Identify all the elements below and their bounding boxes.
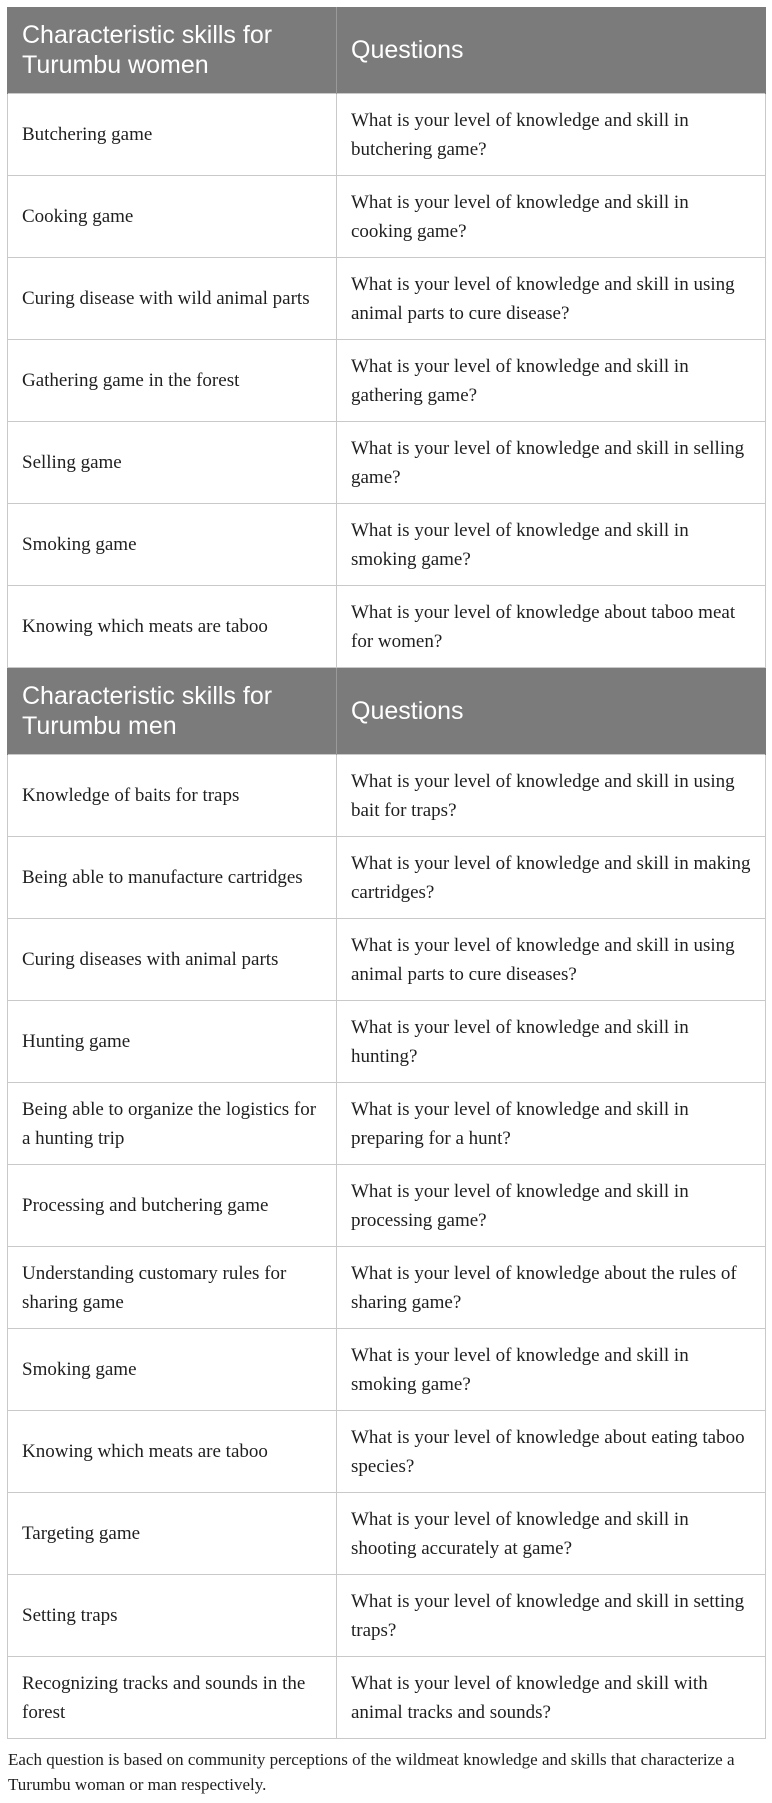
skill-cell: Smoking game [8, 1329, 337, 1411]
question-cell: What is your level of knowledge and skill in selling game? [337, 422, 766, 504]
question-cell: What is your level of knowledge and skill in making cartridges? [337, 837, 766, 919]
table-row [8, 1575, 766, 1657]
question-cell: What is your level of knowledge and skill in gathering game? [337, 340, 766, 422]
skill-cell: Recognizing tracks and sounds in the forest [8, 1657, 337, 1739]
table-row [8, 586, 766, 668]
table-row [8, 837, 766, 919]
table-row [8, 919, 766, 1001]
women-header-row [8, 7, 766, 94]
women-skill-column-header: Characteristic skills for Turumbu women [8, 7, 337, 94]
table-row [8, 1411, 766, 1493]
skill-cell: Cooking game [8, 176, 337, 258]
skill-cell: Butchering game [8, 94, 337, 176]
question-cell: What is your level of knowledge about the rules of sharing game? [337, 1247, 766, 1329]
table-footnote: Each question is based on community perceptions of the wildmeat knowledge and skills that characterize a Turumbu woman or man respectively. [8, 1750, 735, 1794]
skill-cell: Being able to organize the logistics for a hunting trip [8, 1083, 337, 1165]
skill-cell: Smoking game [8, 504, 337, 586]
skill-cell: Hunting game [8, 1001, 337, 1083]
table-row [8, 1165, 766, 1247]
skill-cell: Processing and butchering game [8, 1165, 337, 1247]
table-row [8, 504, 766, 586]
question-cell: What is your level of knowledge about taboo meat for women? [337, 586, 766, 668]
question-cell: What is your level of knowledge and skill in preparing for a hunt? [337, 1083, 766, 1165]
question-cell: What is your level of knowledge and skill in using animal parts to cure disease? [337, 258, 766, 340]
question-cell: What is your level of knowledge and skill with animal tracks and sounds? [337, 1657, 766, 1739]
table-row [8, 1247, 766, 1329]
skill-cell: Curing diseases with animal parts [8, 919, 337, 1001]
question-cell: What is your level of knowledge and skill in hunting? [337, 1001, 766, 1083]
question-cell: What is your level of knowledge and skill in smoking game? [337, 1329, 766, 1411]
question-cell: What is your level of knowledge and skill in setting traps? [337, 1575, 766, 1657]
table-row [8, 1657, 766, 1739]
question-cell: What is your level of knowledge and skill in butchering game? [337, 94, 766, 176]
skill-cell: Knowing which meats are taboo [8, 586, 337, 668]
skill-cell: Curing disease with wild animal parts [8, 258, 337, 340]
men-question-column-header: Questions [337, 668, 766, 755]
table-row [8, 340, 766, 422]
question-cell: What is your level of knowledge and skill in shooting accurately at game? [337, 1493, 766, 1575]
table-row [8, 94, 766, 176]
skills-questions-table [7, 7, 766, 1739]
women-question-column-header: Questions [337, 7, 766, 94]
table-row [8, 258, 766, 340]
skill-cell: Setting traps [8, 1575, 337, 1657]
table-row [8, 1083, 766, 1165]
table-row [8, 422, 766, 504]
skill-cell: Understanding customary rules for sharing game [8, 1247, 337, 1329]
table-row [8, 755, 766, 837]
table-row [8, 1001, 766, 1083]
question-cell: What is your level of knowledge about eating taboo species? [337, 1411, 766, 1493]
skill-cell: Selling game [8, 422, 337, 504]
table-row [8, 1493, 766, 1575]
skill-cell: Gathering game in the forest [8, 340, 337, 422]
question-cell: What is your level of knowledge and skill in smoking game? [337, 504, 766, 586]
men-skill-column-header: Characteristic skills for Turumbu men [8, 668, 337, 755]
table-row [8, 176, 766, 258]
question-cell: What is your level of knowledge and skill in using animal parts to cure diseases? [337, 919, 766, 1001]
question-cell: What is your level of knowledge and skill in cooking game? [337, 176, 766, 258]
document-page [7, 7, 765, 1797]
skill-cell: Being able to manufacture cartridges [8, 837, 337, 919]
skill-cell: Knowing which meats are taboo [8, 1411, 337, 1493]
table-row [8, 1329, 766, 1411]
men-header-row [8, 668, 766, 755]
skill-cell: Targeting game [8, 1493, 337, 1575]
question-cell: What is your level of knowledge and skill in processing game? [337, 1165, 766, 1247]
question-cell: What is your level of knowledge and skill in using bait for traps? [337, 755, 766, 837]
skill-cell: Knowledge of baits for traps [8, 755, 337, 837]
